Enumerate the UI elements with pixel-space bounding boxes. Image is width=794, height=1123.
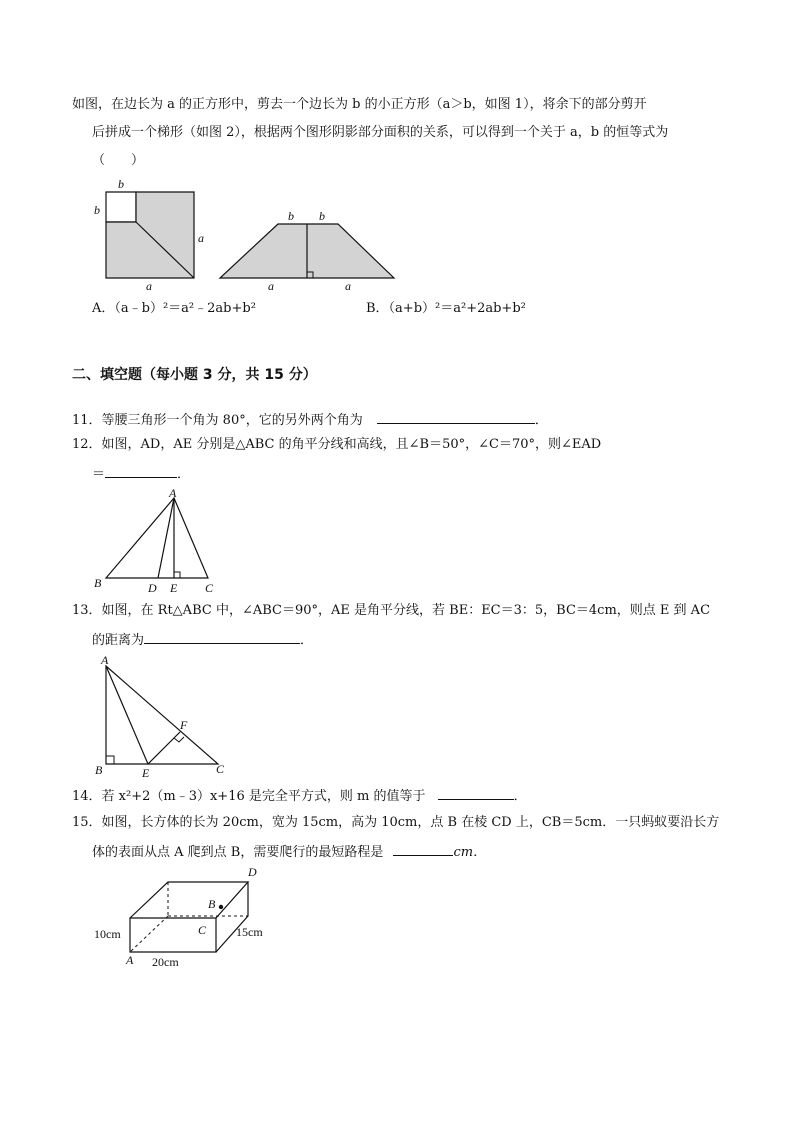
q12-right-angle-mark [174, 572, 180, 578]
q15-unit: cm． [453, 845, 487, 860]
q15-line1: 15．如图，长方体的长为 20cm，宽为 15cm，高为 10cm，点 B 在棱 CD 上，CB＝5cm．一只蚂蚁要沿长方 [72, 815, 720, 830]
q15-height-label: 10cm [94, 927, 121, 941]
q12-tail: ． [177, 467, 191, 482]
q10-fig1-top-label: b [118, 177, 124, 191]
q10-option-a: A．（a﹣b）²＝a²﹣2ab+b² [92, 301, 256, 316]
q15-figure [90, 864, 290, 974]
q15-label-a: A [126, 953, 134, 967]
q15-label-c: C [198, 923, 207, 937]
q13-prefix: 的距离为 [92, 633, 145, 648]
q15-point-b [219, 905, 223, 909]
q12-label-d: D [148, 581, 157, 595]
q11-text: 11．等腰三角形一个角为 80°，它的另外两个角为 [72, 413, 363, 428]
q12-line2 [92, 464, 190, 484]
q13-line2 [92, 630, 313, 650]
q10-fig1-bottom-label: a [146, 279, 152, 293]
q15-label-d: D [248, 865, 257, 879]
q10-option-b: B．（a+b）²＝a²+2ab+b² [366, 301, 526, 316]
q13-tail: ． [300, 633, 314, 648]
q12-angle-bisector-ad [158, 498, 174, 578]
q12-label-b: B [94, 576, 102, 590]
q14-text: 14．若 x²+2（m﹣3）x+16 是完全平方式，则 m 的值等于 [72, 789, 426, 804]
q10-figure [88, 174, 408, 294]
q10-fig1-right-label: a [198, 231, 204, 245]
q13-right-angle-b [106, 756, 114, 764]
q13-line1: 13．如图，在 Rt△ABC 中，∠ABC＝90°，AE 是角平分线，若 BE：EC＝3：5，BC＝4cm，则点 E 到 AC [72, 603, 711, 618]
q14-answer-blank [438, 786, 514, 800]
q15-length-label: 20cm [152, 955, 179, 969]
q12-figure [90, 486, 230, 596]
q10-fig2-top-left-label: b [288, 209, 294, 223]
q10-fig1-left-label: b [94, 203, 100, 217]
q12-line1: 12．如图，AD，AE 分别是△ABC 的角平分线和高线，且∠B＝50°，∠C＝70°，则∠EAD [72, 437, 602, 452]
q13-label-a: A [101, 653, 109, 667]
q12-label-e: E [170, 581, 178, 595]
q13-label-f: F [180, 718, 188, 732]
q13-bisector-ae [106, 666, 148, 764]
q12-triangle-abc [106, 498, 208, 578]
q13-label-c: C [216, 762, 225, 776]
q15-prefix: 体的表面从点 A 爬到点 B，需要爬行的最短路程是 [92, 845, 384, 860]
q13-label-e: E [142, 766, 150, 780]
q13-figure [92, 652, 242, 782]
q12-prefix: ＝ [92, 467, 106, 482]
q11-tail: ． [534, 413, 548, 428]
q10-fig2-bottom-right-label: a [345, 279, 351, 293]
q12-answer-blank [105, 464, 177, 478]
q14-tail: ． [513, 789, 527, 804]
q11-answer-blank [377, 410, 535, 424]
q10-fig2-bottom-left-label: a [268, 279, 274, 293]
q15-hidden-edge-left [130, 916, 168, 952]
q10-line2: 后拼成一个梯形（如图 2），根据两个图形阴影部分面积的关系，可以得到一个关于 a，b 的恒等式为 [92, 125, 669, 140]
q13-answer-blank [144, 630, 300, 644]
section-heading: 二、填空题（每小题 3 分，共 15 分） [72, 367, 317, 383]
q10-line3: （ ） [92, 153, 145, 168]
q15-line2 [92, 842, 486, 862]
q13-perpendicular-ef [148, 732, 180, 764]
q15-right-face [216, 882, 248, 952]
q10-fig2-top-right-label: b [319, 209, 325, 223]
q10-line1: 如图，在边长为 a 的正方形中，剪去一个边长为 b 的小正方形（a＞b，如图 1），将余下的部分剪开 [72, 97, 647, 112]
q15-top-face [130, 882, 248, 918]
q14-line [72, 786, 527, 806]
q13-right-angle-f [174, 737, 184, 742]
q15-answer-blank [393, 842, 453, 856]
q11-line [72, 410, 548, 430]
q12-label-c: C [205, 581, 214, 595]
q15-width-label: 15cm [236, 925, 263, 939]
q10-fig1-small-square [106, 192, 136, 222]
q15-label-b: B [208, 897, 216, 911]
q12-label-a: A [169, 486, 177, 500]
q13-label-b: B [95, 763, 103, 777]
